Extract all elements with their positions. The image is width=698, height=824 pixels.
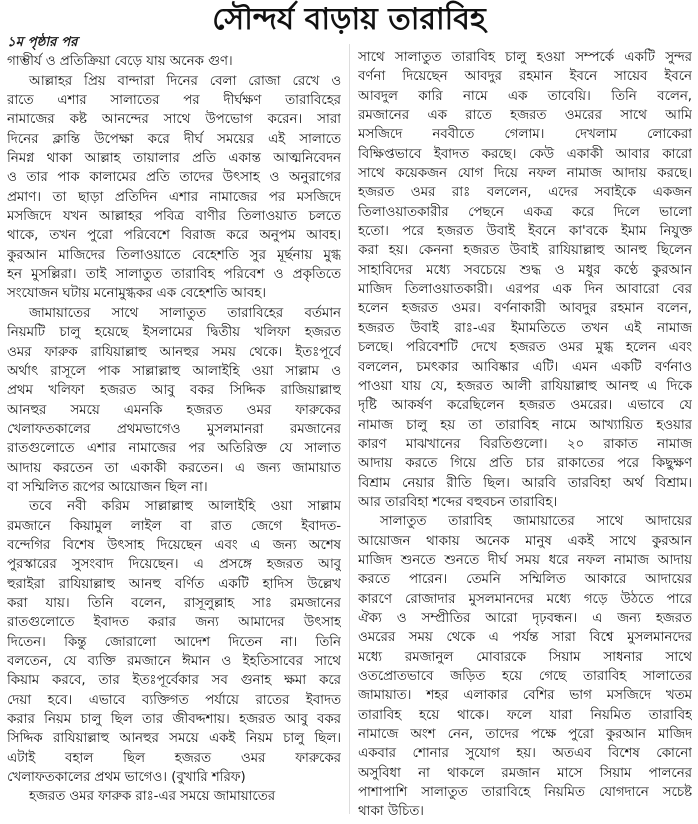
text-line: করা যায়। তিনি বলেন, রাসূলুল্লাহ সাঃ রমজানের xyxy=(7,595,341,611)
text-line: রাতে এশার সালাতের পর দীর্ঘক্ষণ তারাবিহের xyxy=(7,93,341,109)
text-line: তারাবিহ হয়ে থাকে। ফলে যারা নিয়মিত তারাবিহ xyxy=(358,707,692,723)
text-line: করতে পারেন। তেমনি সম্মিলিত আকারে আদায়ের xyxy=(358,572,692,588)
text-line: নামাজে অংশ নেন, তাদের পক্ষে পুরো কুরআন মাজিদ xyxy=(358,727,692,743)
text-line: সালাতুত তারাবিহ জামায়াতের সাথে আদায়ের xyxy=(380,514,692,530)
text-line: বর্ণনা দিয়েছেন আবদুর রহমান ইবনে সায়েব ইবনে xyxy=(358,69,692,85)
paragraph xyxy=(7,787,341,806)
text-line: ওতপ্রোতভাবে জড়িত হয়ে গেছে তারাবিহ সালাতের xyxy=(358,669,692,684)
text-line: চলছে। পরিবেশটি দেখে হজরত ওমর মুগ্ধ হলেন এবং xyxy=(358,340,692,356)
text-line: বিক্ষিপ্তভাবে ইবাদত করছে। কেউ একাকী আবার কারো xyxy=(358,146,692,162)
text-line: মাজিদ শুনতে শুনতে দীর্ঘ সময় ধরে নফল নামাজ আদায় xyxy=(358,552,692,568)
text-line: জামায়াতের সাথে সালাতুত তারাবিহের বর্তমান xyxy=(29,305,341,321)
text-line: প্রথম খলিফা হজরত আবু বকর সিদ্দিক রাজিয়াল্লাহু xyxy=(7,383,341,399)
text-line: ওমরের সময় থেকে এ পর্যন্ত সারা বিশ্বে মুসলমানদের xyxy=(358,630,692,646)
text-line: আবদুল কারি নামে এক তাবেয়ি। তিনি বলেন, xyxy=(358,88,692,104)
text-line: নামাজের কষ্ট আনন্দের সাথে উপভোগ করেন। সারা xyxy=(7,112,341,128)
text-line: করা হয়। কেননা হজরত উবাই রাযিয়াল্লাহু আনহু ছিলেন xyxy=(358,243,692,259)
text-line: সিদ্দিক রাযিয়াল্লাহু আনহুর সময়ে একই নিয়ম চালু ছিল। xyxy=(7,731,341,747)
text-line: প্রমাণ। তা ছাড়া প্রতিদিন এশার নামাজের পর মসজিদে xyxy=(7,189,341,205)
text-line: পাওয়া যায় যে, হজরত আলী রাযিয়াল্লাহু আনহু এ দিকে xyxy=(358,378,692,394)
text-line: অর্থাৎ রাসূলে পাক সাল্লাল্লাহু আলাইহি ওয়া সাল্লাম ও xyxy=(7,363,341,379)
text-line: পুরস্কারের সুসংবাদ দিয়েছেন। এ প্রসঙ্গে হজরত আবু xyxy=(7,557,341,573)
text-line: দিনের ক্লান্তি উপেক্ষা করে দীর্ঘ সময়ের এই সালাতে xyxy=(7,131,341,147)
text-line: হলেন হজরত ওমর। বর্ণনাকারী আবদুর রহমান বলেন, xyxy=(358,301,692,317)
text-line: কারণ মাঝখানের বিরতিগুলো। ২০ রাকাত নামাজ xyxy=(358,436,692,452)
text-line: হজরত উবাই রাঃ-এর ইমামতিতে তখন এই নামাজ xyxy=(358,320,692,336)
text-line: বললেন, চমৎকার আবিষ্কার এটি। এমন একটি বর্ণনাও xyxy=(358,359,692,375)
text-line: আদায় করতেন তা একাকী করতেন। এ জন্য জামায়াত xyxy=(7,460,341,476)
text-line: খেলাফতকালের প্রথমভাগেও মুসলমানরা রমজানের xyxy=(7,421,341,437)
text-line: বন্দেগির বিশেষ উৎসাহ দিয়েছেন এবং এ জন্য অশেষ xyxy=(7,537,341,553)
text-line: তিলাওয়াতকারীর পেছনে একত্র করে দিলে ভালো xyxy=(358,204,692,220)
text-line: তবে নবী করিম সাল্লাল্লাহু আলাইহি ওয়া সাল্লাম xyxy=(29,499,341,515)
text-line: ঐক্য ও সম্প্রীতির আরো দৃঢ়বন্ধন। এ জন্য হজরত xyxy=(358,610,692,626)
text-line: ও তার পাক কালামের প্রতি তাদের উৎসাহ ও অনুরাগের xyxy=(7,170,341,186)
text-line: থাকে, তখন পুরো পরিবেশে বিরাজ করে অনুপম আবহ। xyxy=(7,228,341,244)
text-line: সাথে সালাতুত তারাবিহ চালু হওয়া সম্পর্কে একটি সুন্দর xyxy=(358,50,692,65)
article-column-left xyxy=(7,33,341,807)
text-line: রাতগুলোতে এশার নামাজের পর অতিরিক্ত যে সালাত xyxy=(7,441,341,457)
paragraph xyxy=(358,48,692,512)
text-line: সাহাবিদের মধ্যে সবচেয়ে শুদ্ধ ও মধুর কণ্ঠে কুরআন xyxy=(358,262,692,278)
text-line: আর তারবিহা শব্দের বহুবচন তারাবিহ। xyxy=(358,494,558,510)
article-headline: সৌন্দর্য বাড়ায় তারাবিহ xyxy=(212,2,486,37)
paragraph xyxy=(358,512,692,822)
text-line: আদায় করতে গিয়ে প্রতি চার রাকাতের পরে কিছুক্ষণ xyxy=(358,456,692,472)
text-line: হতো। পরে হজরত উবাই ইবনে কা'বকে ইমাম নিযুক্ত xyxy=(358,224,692,240)
text-line: একবার শোনার সুযোগ হয়। অতএব বিশেষ কোনো xyxy=(358,746,692,762)
text-line: খেলাফতকালের প্রথম ভাগেও। (বুখারি শরিফ) xyxy=(7,770,246,786)
paragraph xyxy=(7,72,341,304)
text-line: নিয়মটি চালু হয়েছে ইসলামের দ্বিতীয় খলিফা হজরত xyxy=(7,325,341,341)
text-line: হজরত ওমর রাঃ বললেন, এদের সবাইকে একজন xyxy=(358,185,692,201)
text-line: হজরত ওমর ফারুক রাঃ-এর সময়ে জামায়াতের xyxy=(29,789,276,805)
text-line: মাজিদ তিলাওয়াতকারী। এরপর এক দিন আবারো বের xyxy=(358,282,692,298)
text-line: পাশাপাশি সালাতুত তারাবিহে নিয়মিত যোগদানে সচেষ্ট xyxy=(358,785,692,801)
text-line: কুরআন মাজিদের তিলাওয়াতে বেহেশতি সুর মূর্ছনায় মুগ্ধ xyxy=(7,247,341,263)
paragraph xyxy=(7,52,341,71)
text-line: আল্লাহর প্রিয় বান্দারা দিনের বেলা রোজা রেখে ও xyxy=(29,73,341,89)
text-line: সাথে কয়েকজন যোগ দিয়ে নফল নামাজ আদায় করছে। xyxy=(358,166,692,182)
text-line: নামাজ চালু হয় তা তারাবিহ নামে আখ্যায়িত হওয়ার xyxy=(358,417,692,433)
article-column-right xyxy=(358,48,692,822)
text-line: থাকা উচিত। xyxy=(358,804,424,820)
text-line: বা সম্মিলিত রূপের আয়োজন ছিল না। xyxy=(7,479,208,495)
text-line: কারণে রোজাদার মুসলমানদের মধ্যে গড়ে উঠতে পারে xyxy=(358,591,692,607)
text-line: রমজানে কিয়ামুল লাইল বা রাত জেগে ইবাদত- xyxy=(7,518,341,534)
text-line: করার নিয়ম চালু ছিল তার জীবদ্দশায়। হজরত আবু বকর xyxy=(7,712,341,728)
paragraph xyxy=(7,304,341,497)
text-line: দিতেন। কিন্তু জোরালো আদেশ দিতেন না। তিনি xyxy=(7,634,341,650)
text-line: কিয়াম করবে, তার ইতঃপূর্বেকার সব গুনাহ ক্ষমা করে xyxy=(7,673,341,689)
text-line: রমজানের এক রাতে হজরত ওমরের সাথে আমি xyxy=(358,108,692,124)
text-line: হুরাইরা রাযিয়াল্লাহু আনহু বর্ণিত একটি হাদিস উল্লেখ xyxy=(7,576,341,592)
text-line: ওমর ফারুক রাযিয়াল্লাহু আনহুর সময় থেকে। ইতঃপূর্বে xyxy=(7,344,341,360)
text-line: গাম্ভীর্য ও প্রতিক্রিয়া বেড়ে যায় অনেক গুণ। xyxy=(7,54,233,70)
paragraph xyxy=(7,497,341,787)
text-line: সংযোজন ঘটায় মনোমুগ্ধকর এক বেহেশতি আবহ। xyxy=(7,286,266,302)
text-line: হন মুসল্লিরা। তাই সালাতুত তারাবিহ পরিবেশ ও প্রকৃতিতে xyxy=(7,267,341,283)
text-line: মসজিদে নববীতে গেলাম। দেখলাম লোকেরা xyxy=(358,127,692,143)
text-line: দেয়া হবে। এভাবে ব্যক্তিগত পর্যায়ে রাতের ইবাদত xyxy=(7,692,341,708)
text-line: মসজিদে যখন আল্লাহর পবিত্র বাণীর তিলাওয়াত চলতে xyxy=(7,209,341,225)
text-line: আনহুর সময়ে এমনকি হজরত ওমর ফারুকের xyxy=(7,402,341,418)
text-line: মধ্যে রমজানুল মোবারকে সিয়াম সাধনার সাথে xyxy=(358,649,692,665)
text-line: এটাই বহাল ছিল হজরত ওমর ফারুকের xyxy=(7,750,341,766)
text-line: বলতেন, যে ব্যক্তি রমজানে ঈমান ও ইহতিসাবের সাথে xyxy=(7,654,341,669)
text-line: দৃষ্টি আকর্ষণ করেছিলেন হজরত ওমরের। এভাবে যে xyxy=(358,398,692,414)
continuation-kicker: ১ম পৃষ্ঠার পর xyxy=(7,35,78,50)
text-line: আয়োজন থাকায় অনেক মানুষ একই সাথে কুরআন xyxy=(358,533,692,549)
text-line: অসুবিধা না থাকলে রমজান মাসে সিয়াম পালনের xyxy=(358,765,692,781)
column-divider xyxy=(349,44,350,814)
text-line: বিশ্রাম নেয়ার রীতি ছিল। আরবি তারবিহা অর্থ বিশ্রাম। xyxy=(358,475,692,491)
text-line: নিমগ্ন থাকা আল্লাহ তায়ালার প্রতি একান্ত আত্মনিবেদন xyxy=(7,151,341,167)
text-line: জামায়াত। শহর এলাকার বেশির ভাগ মসজিদে খতম xyxy=(358,688,692,704)
text-line: রাতগুলোতে ইবাদত করার জন্য আমাদের উৎসাহ xyxy=(7,615,341,631)
